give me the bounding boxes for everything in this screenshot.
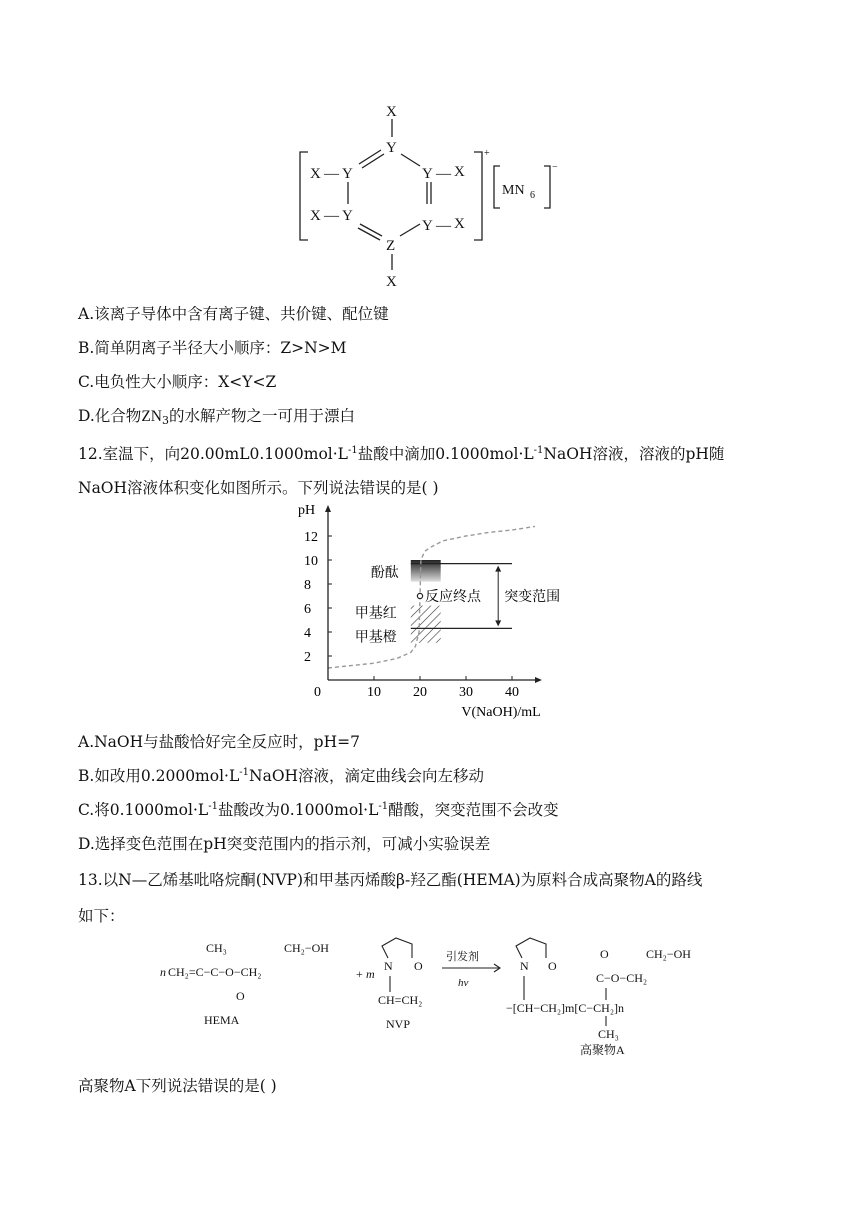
reagent-label: 引发剂 bbox=[446, 951, 479, 963]
product-backbone: −[CH−CH₂]m[C−CH₂]n bbox=[506, 1001, 625, 1015]
bond-dash: — bbox=[324, 166, 339, 182]
q13-stem-line1: 13.以N—乙烯基吡咯烷酮(NVP)和甲基丙烯酸β-羟乙酯(HEMA)为原料合成高聚物A的路线 bbox=[78, 871, 703, 889]
indicator-label: 甲基红 bbox=[354, 606, 397, 622]
plus-sign: + bbox=[356, 967, 363, 981]
polymer-synthesis-scheme bbox=[160, 936, 720, 1060]
coef-n: n bbox=[160, 965, 166, 979]
nvp-vinyl: CH=CH₂ bbox=[378, 993, 423, 1007]
jump-range-label: 突变范围 bbox=[504, 590, 561, 605]
bond-dash: — bbox=[436, 166, 451, 182]
anion-subscript: 6 bbox=[530, 190, 535, 201]
y-tick-label: 10 bbox=[304, 554, 318, 569]
atom-y: Y bbox=[342, 166, 353, 182]
nvp-ring-n: N bbox=[384, 959, 393, 973]
atom-x: X bbox=[310, 166, 321, 182]
atom-z: Z bbox=[386, 238, 396, 254]
titration-chart bbox=[290, 500, 580, 722]
atom-y: Y bbox=[342, 208, 353, 224]
y-tick-label: 8 bbox=[304, 578, 311, 593]
bond-dash: — bbox=[436, 218, 451, 234]
atom-y: Y bbox=[386, 140, 397, 156]
atom-x: X bbox=[454, 164, 465, 180]
y-tick-label: 4 bbox=[304, 626, 311, 641]
hema-carbonyl-o: O bbox=[236, 989, 245, 1003]
q12-option-a: A.NaOH与盐酸恰好完全反应时，pH=7 bbox=[78, 733, 360, 751]
jump-arrow-head-down bbox=[495, 620, 501, 626]
anion-charge: − bbox=[552, 162, 558, 173]
endpoint-label: 反应终点 bbox=[425, 590, 481, 605]
jump-arrow-head-up bbox=[495, 566, 501, 572]
bond-dash: — bbox=[324, 208, 339, 224]
endpoint-marker bbox=[417, 593, 422, 598]
product-label: 高聚物A bbox=[580, 1043, 625, 1057]
cation-charge: + bbox=[484, 148, 490, 159]
q11-option-b: B.简单阴离子半径大小顺序：Z>N>M bbox=[78, 339, 347, 357]
atom-x: X bbox=[386, 274, 397, 290]
q13-stem-line2: 如下： bbox=[78, 907, 125, 925]
q11-option-c: C.电负性大小顺序：X<Y<Z bbox=[78, 373, 277, 391]
product-methyl: CH₃ bbox=[598, 1027, 619, 1041]
x-axis-arrow bbox=[535, 677, 542, 683]
q12-option-c: C.将$0.1000mol\cdot L^{-1}$盐酸改为$0.1000mol\cdot L^{-1}$醋酸，突变范围不会改变 bbox=[78, 801, 559, 819]
condition-label: hν bbox=[458, 977, 469, 989]
q12-stem-line1: 12.室温下，向$20.00mL0.1000mol\cdot L^{-1}$盐酸中滴加$0.1000mol\cdot L^{-1}NaOH$溶液，溶液的pH随 bbox=[78, 445, 725, 463]
indicator-band-methyl-red bbox=[411, 606, 441, 628]
hema-methyl: CH₃ bbox=[206, 941, 227, 955]
nvp-label: NVP bbox=[386, 1017, 411, 1031]
atom-x: X bbox=[454, 216, 465, 232]
y-axis-label: pH bbox=[298, 503, 316, 518]
y-axis-arrow bbox=[325, 505, 331, 512]
q11-option-d: D.化合物$ZN_3$的水解产物之一可用于漂白 bbox=[78, 407, 355, 427]
atom-y: Y bbox=[422, 218, 433, 234]
indicator-label: 酚酞 bbox=[370, 565, 399, 581]
coef-m: m bbox=[366, 967, 375, 981]
y-tick-label: 6 bbox=[304, 602, 311, 617]
ionic-structure-diagram bbox=[290, 100, 580, 292]
product-ring-n: N bbox=[520, 959, 529, 973]
atom-y: Y bbox=[422, 166, 433, 182]
x-tick-label: 30 bbox=[459, 685, 473, 700]
x-axis-label: V(NaOH)/mL bbox=[461, 705, 541, 720]
indicator-band-methyl-orange bbox=[411, 627, 441, 643]
product-hydroxyethyl: CH₂−OH bbox=[646, 947, 691, 961]
q12-option-d: D.选择变色范围在pH突变范围内的指示剂，可减小实验误差 bbox=[78, 835, 491, 853]
hema-hydroxyethyl: CH₂−OH bbox=[284, 941, 329, 955]
indicator-label: 甲基橙 bbox=[354, 630, 397, 646]
x-tick-label: 20 bbox=[413, 685, 427, 700]
x-tick-label: 40 bbox=[505, 685, 519, 700]
product-carbonyl: O bbox=[600, 947, 609, 961]
q13-question: 高聚物A下列说法错误的是( ) bbox=[78, 1077, 277, 1095]
nvp-ring-o: O bbox=[414, 959, 423, 973]
atom-x: X bbox=[310, 208, 321, 224]
product-ester: C−O−CH₂ bbox=[596, 971, 648, 985]
anion-formula: MN bbox=[502, 183, 525, 198]
y-tick-label: 2 bbox=[304, 650, 311, 665]
hema-structure: CH₂=C−C−O−CH₂ bbox=[168, 965, 262, 979]
q12-option-b: B.如改用$0.2000mol\cdot L^{-1}NaOH$溶液，滴定曲线会向左移动 bbox=[78, 767, 485, 785]
q11-option-a: A.该离子导体中含有离子键、共价键、配位键 bbox=[78, 305, 389, 323]
y-tick-label: 12 bbox=[304, 530, 318, 545]
hema-label: HEMA bbox=[204, 1013, 240, 1027]
atom-x: X bbox=[386, 104, 397, 120]
x-tick-label: 0 bbox=[314, 685, 321, 700]
x-tick-label: 10 bbox=[367, 685, 381, 700]
product-ring-o: O bbox=[548, 959, 557, 973]
q12-stem-line2: NaOH溶液体积变化如图所示。下列说法错误的是( ) bbox=[78, 479, 439, 497]
